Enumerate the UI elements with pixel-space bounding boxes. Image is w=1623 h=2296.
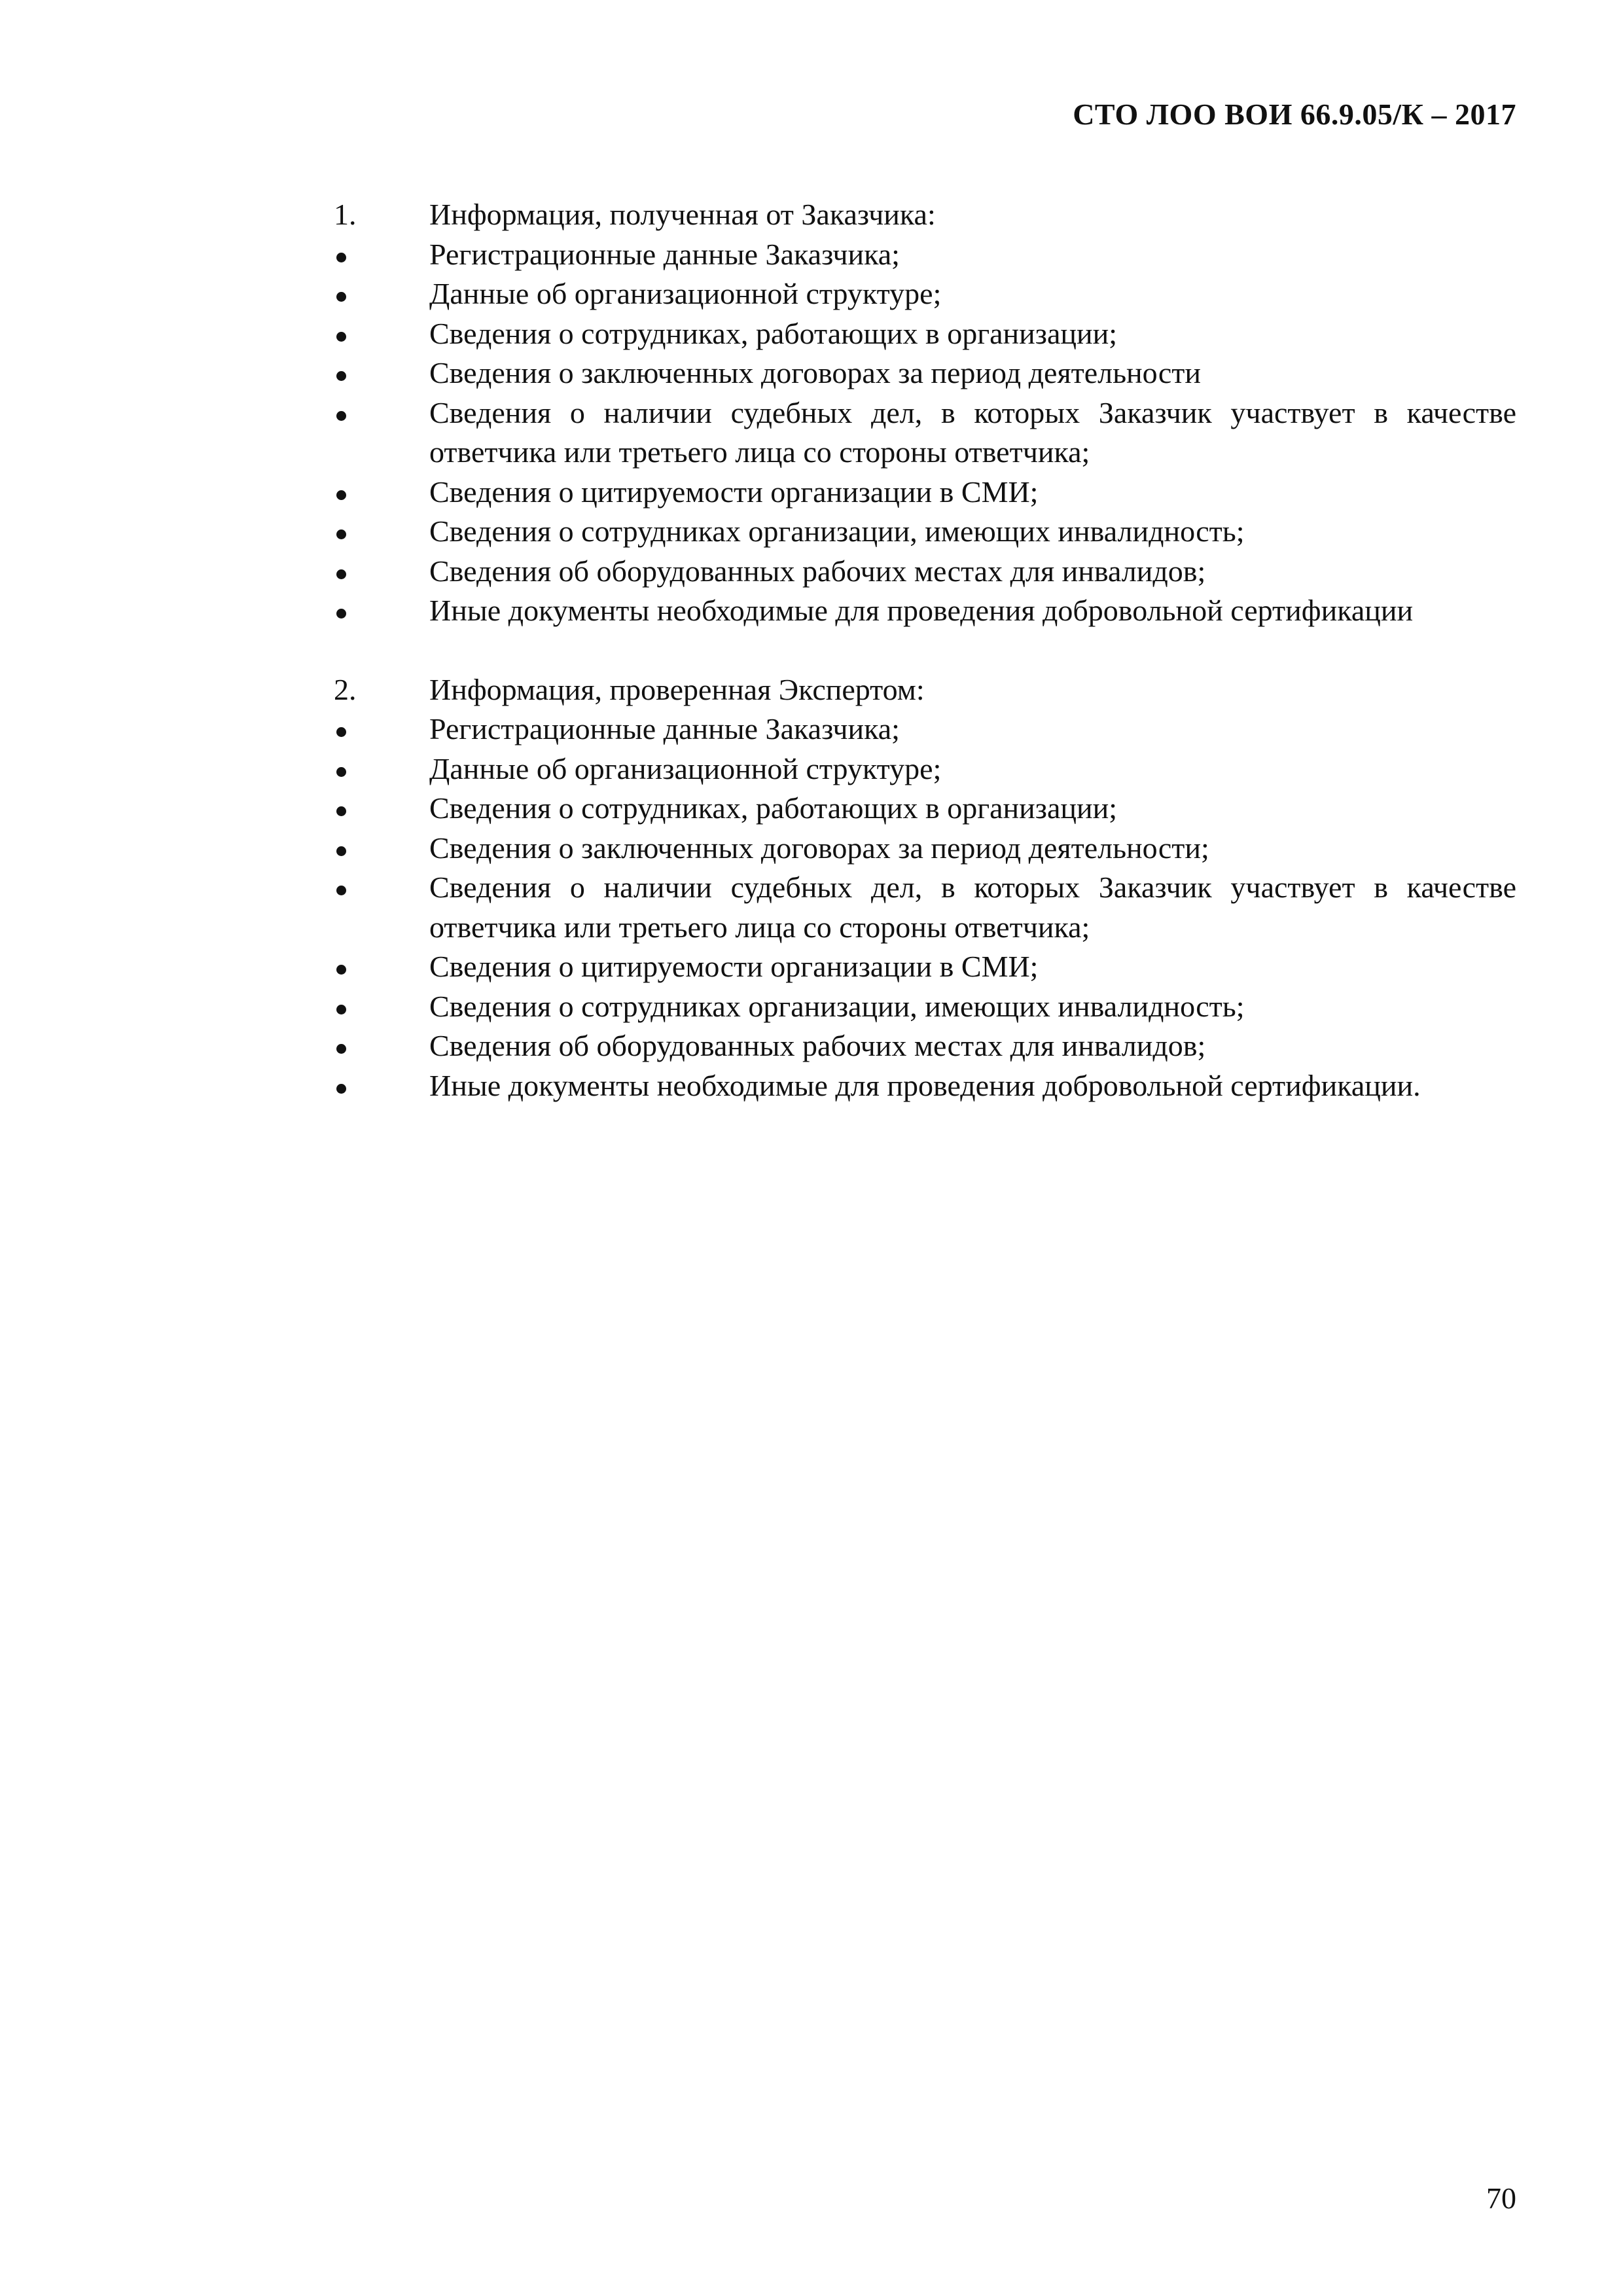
list-item-text: Сведения о заключенных договорах за период деятельности: [429, 356, 1201, 389]
bullet-icon: [336, 529, 346, 539]
bullet-icon: [336, 767, 346, 777]
list-item: [334, 353, 1516, 393]
list-item: [334, 709, 1516, 749]
list-item-text: Сведения о цитируемости организации в СМИ;: [429, 475, 1039, 509]
list-item: [334, 591, 1516, 631]
list-item-text: Сведения о заключенных договорах за период деятельности;: [429, 831, 1209, 865]
list-item-text: Сведения о цитируемости организации в СМИ;: [429, 950, 1039, 983]
list-item-text: Сведения об оборудованных рабочих местах для инвалидов;: [429, 554, 1206, 588]
list-item-text: Сведения о сотрудниках, работающих в организации;: [429, 791, 1117, 825]
list-item: [334, 512, 1516, 552]
section-number: 2.: [334, 672, 357, 706]
bullet-icon: [336, 332, 346, 342]
bullet-icon: [336, 292, 346, 302]
list-item: [334, 552, 1516, 592]
list-item: [334, 987, 1516, 1027]
bullet-icon: [336, 1044, 346, 1054]
bullet-icon: [336, 609, 346, 619]
bullet-icon: [336, 253, 346, 262]
list-item-text: Сведения о наличии судебных дел, в которых Заказчик участвует в качестве ответчика или третьего лица со стороны ответчика;: [429, 870, 1516, 944]
list-item: [334, 1066, 1516, 1106]
list-item: [334, 473, 1516, 512]
section-title: Информация, полученная от Заказчика:: [429, 198, 936, 231]
list-item-text: Сведения о наличии судебных дел, в которых Заказчик участвует в качестве ответчика или третьего лица со стороны ответчика;: [429, 395, 1516, 469]
bullet-icon: [336, 846, 346, 856]
list-item: [334, 393, 1516, 473]
section-received-info: [334, 195, 1516, 631]
bullet-icon: [336, 490, 346, 500]
list-item-text: Иные документы необходимые для проведения добровольной сертификации.: [429, 1068, 1421, 1102]
bullet-icon: [336, 411, 346, 421]
list-item: [334, 274, 1516, 314]
list-item: [334, 868, 1516, 947]
list-item-text: Сведения о сотрудниках организации, имеющих инвалидность;: [429, 989, 1245, 1023]
list-item: [334, 829, 1516, 869]
bullet-icon: [336, 886, 346, 895]
bullet-icon: [336, 1005, 346, 1014]
list-item-text: Иные документы необходимые для проведения добровольной сертификации: [429, 594, 1414, 627]
bullet-icon: [336, 569, 346, 579]
section-number: 1.: [334, 198, 357, 231]
list-item-text: Сведения о сотрудниках, работающих в организации;: [429, 316, 1117, 350]
list-item: [334, 789, 1516, 829]
list-item: [334, 947, 1516, 987]
section-verified-info: [334, 670, 1516, 1106]
list-item-text: Данные об организационной структуре;: [429, 277, 942, 310]
section-heading: [334, 195, 1516, 235]
document-body: [334, 195, 1516, 1105]
bullet-icon: [336, 965, 346, 975]
list-item-text: Данные об организационной структуре;: [429, 751, 942, 785]
list-item: [334, 749, 1516, 789]
list-item-text: Регистрационные данные Заказчика;: [429, 237, 900, 271]
list-item: [334, 235, 1516, 275]
bullet-icon: [336, 727, 346, 737]
section-title: Информация, проверенная Экспертом:: [429, 672, 925, 706]
bullet-icon: [336, 806, 346, 816]
document-code-header: СТО ЛОО ВОИ 66.9.05/К – 2017: [1073, 98, 1516, 131]
list-item-text: Регистрационные данные Заказчика;: [429, 712, 900, 745]
bullet-icon: [336, 1084, 346, 1094]
page-number: 70: [1486, 2181, 1516, 2215]
list-item: [334, 314, 1516, 354]
list-item-text: Сведения о сотрудниках организации, имеющих инвалидность;: [429, 514, 1245, 548]
list-item-text: Сведения об оборудованных рабочих местах для инвалидов;: [429, 1029, 1206, 1062]
section-heading: [334, 670, 1516, 710]
bullet-icon: [336, 371, 346, 381]
list-item: [334, 1026, 1516, 1066]
